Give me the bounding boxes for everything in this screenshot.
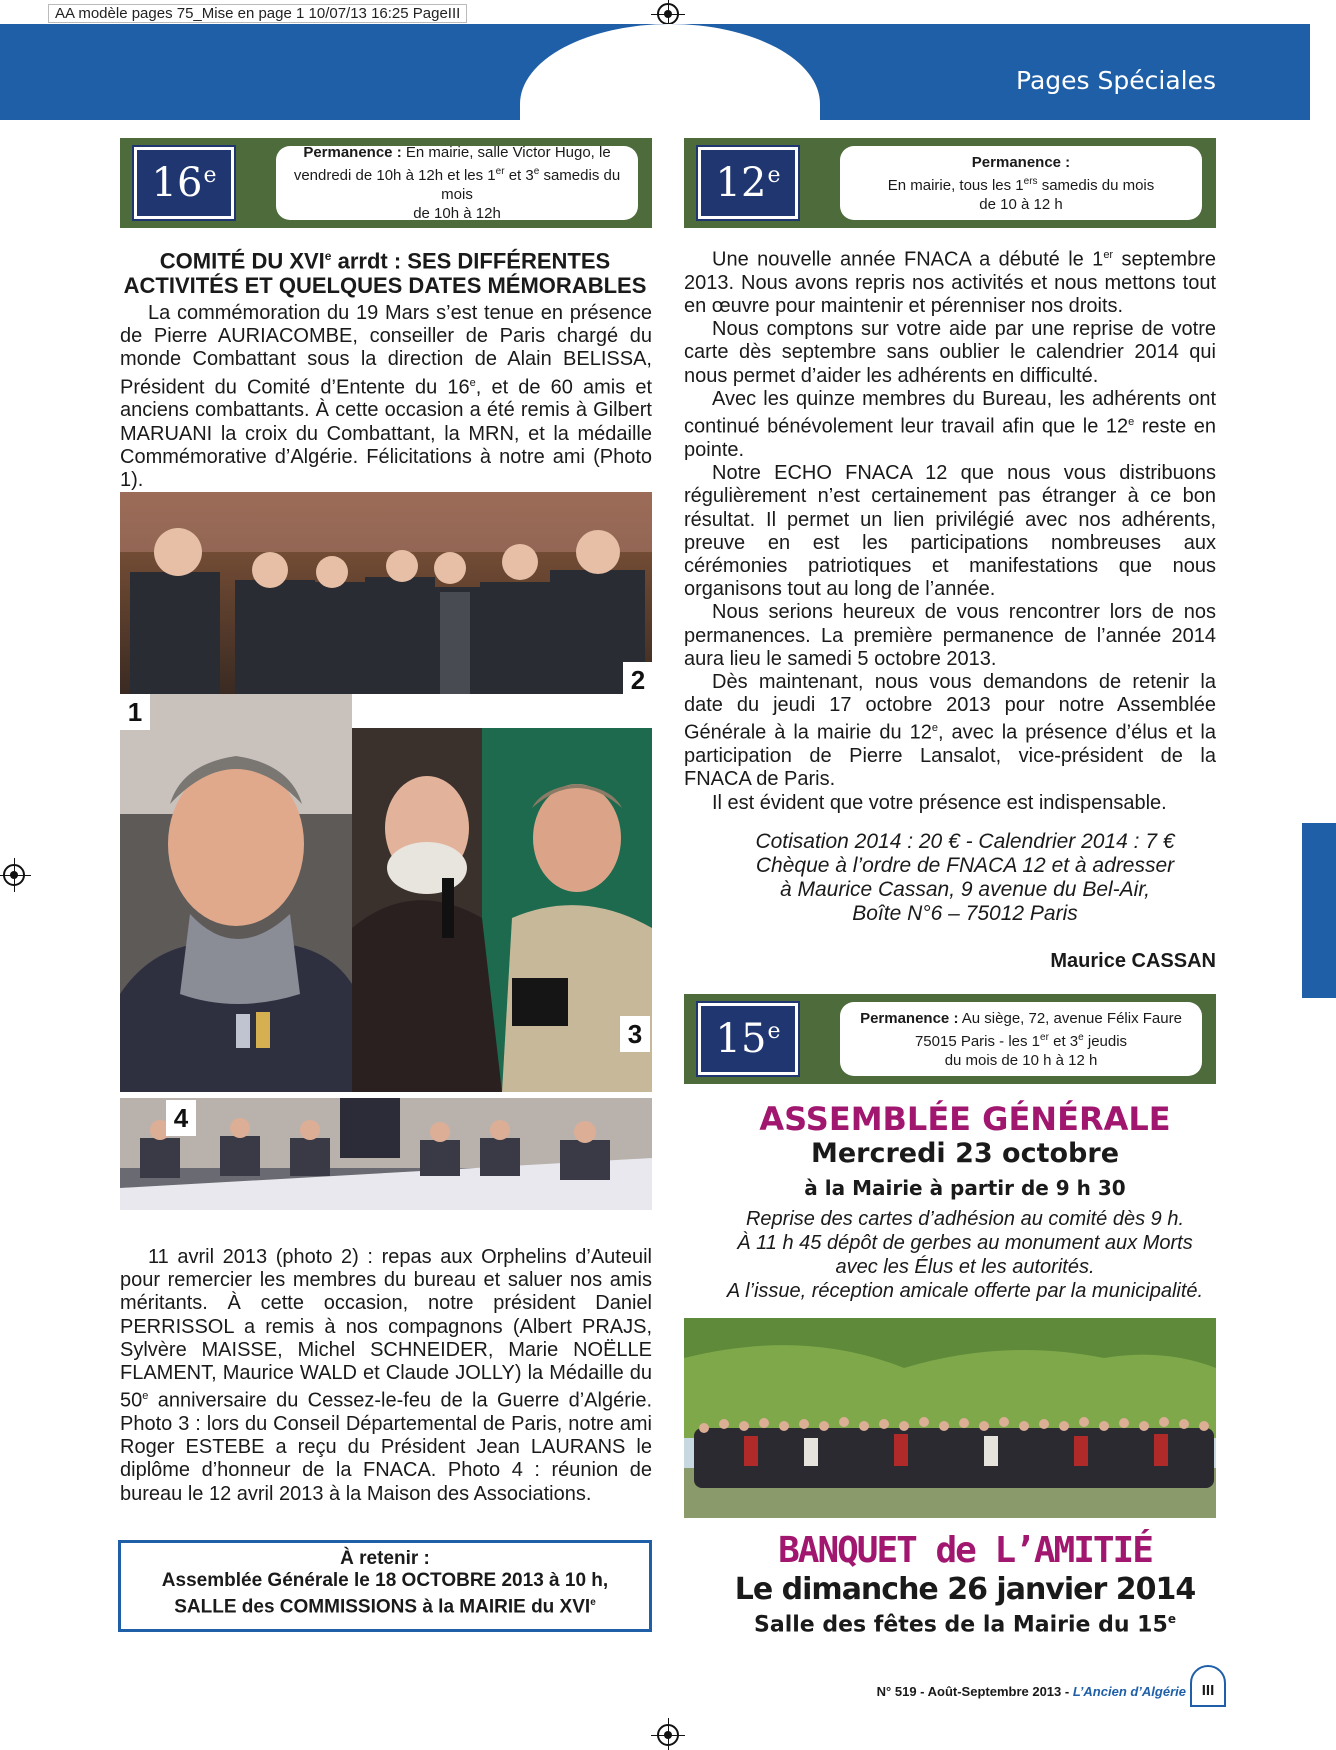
section-16-reminder-box: À retenir : Assemblée Générale le 18 OCTOBRE 2013 à 10 h, SALLE des COMMISSIONS à la MAIRIE du XVIe (118, 1540, 652, 1632)
section-16-permanence: Permanence : En mairie, salle Victor Hugo, le vendredi de 10h à 12h et les 1er et 3e samedis du mois de 10h à 12h (276, 146, 638, 220)
section-12-paragraph: Une nouvelle année FNACA a débuté le 1er septembre 2013. Nous avons repris nos activités et nous mettons tout en œuvre pour maintenir et pérenniser nos droits. (684, 248, 1216, 318)
print-slug: AA modèle pages 75_Mise en page 1 10/07/13 16:25 PageIII (48, 4, 467, 23)
section-16-body: 11 avril 2013 (photo 2) : repas aux Orphelins d’Auteuil pour remercier les membres du bureau et saluer nos amis méritants. À cette occasion, notre président Daniel PERRISSOL a remis à nos compagnons (Albert PRAJS, Sylvère MAISSE, Michel SCHNEIDER, Marie NOËLLE FLAMENT, Maurice WALD et Claude JOLLY) la Médaille du 50e anniversaire du Cessez-le-feu de la Guerre d’Algérie. Photo 3 : lors du Conseil Départemental de Paris, notre ami Roger ESTEBE a reçu du Président Jean LAURANS le diplôme d’honneur de la FNACA. Photo 4 : réunion de bureau le 12 avril 2013 à la Maison des Associations. (120, 1246, 652, 1505)
photo-2-group (120, 492, 652, 694)
section-12-paragraph: Nous comptons sur votre aide par une reprise de votre carte dès septembre sans oublier le calendrier 2014 qui nous permet d’aider les adhérents en difficulté. (684, 318, 1216, 387)
banquet-title: BANQUET de L’AMITIÉ (778, 1530, 1152, 1571)
photo-3-diploma (352, 728, 652, 1092)
page-number: III (1190, 1665, 1226, 1707)
registration-mark-left (3, 864, 25, 886)
photo-4-meeting (120, 1098, 652, 1210)
photo-3-label: 3 (620, 1016, 650, 1052)
page-title: Pages Spéciales (1016, 66, 1216, 95)
section-16-number: 16 $^e$ (134, 147, 234, 219)
assembly-date: Mercredi 23 octobre (810, 1138, 1120, 1169)
section-12-author: Maurice CASSAN (1050, 950, 1216, 972)
section-16-header (120, 138, 652, 228)
section-12-body (684, 244, 1216, 815)
section-16-headline: COMITÉ DU XVIe arrdt : SES DIFFÉRENTES ACTIVITÉS ET QUELQUES DATES MÉMORABLES (123, 248, 647, 299)
banquet-place: Salle des fêtes de la Mairie du 15e (754, 1612, 1176, 1638)
photo-1-portrait (120, 694, 352, 1092)
registration-mark-top (657, 3, 679, 25)
assembly-place: à la Mairie à partir de 9 h 30 (804, 1176, 1126, 1200)
section-12-paragraph: Dès maintenant, nous vous demandons de retenir la date du jeudi 17 octobre 2013 pour notre Assemblée Générale à la mairie du 12e, avec la présence d’élus et la participation de Pierre Lansalot, vice-président de la FNACA de Paris. (684, 670, 1216, 791)
section-15-permanence: Permanence : Au siège, 72, avenue Félix Faure 75015 Paris - les 1er et 3e jeudis du mois de 10 h à 12 h (840, 1002, 1202, 1076)
section-12-number: 12 $^e$ (698, 147, 798, 219)
side-tab (1302, 823, 1336, 998)
assembly-description: Reprise des cartes d’adhésion au comité dès 9 h. À 11 h 45 dépôt de gerbes au monument aux Morts avec les Élus et les autorités. A l’issue, réception amicale offerte par la municipalité. (726, 1208, 1204, 1302)
photo-1-label: 1 (120, 694, 150, 730)
assembly-title: ASSEMBLÉE GÉNÉRALE (759, 1100, 1171, 1138)
photo-4-label: 4 (166, 1100, 196, 1136)
section-15-header (684, 994, 1216, 1084)
section-12-paragraph: Nous serions heureux de vous rencontrer lors de nos permanences. La première permanence de l’année 2014 aura lieu le samedi 5 octobre 2013. (684, 601, 1216, 670)
section-16-intro: La commémoration du 19 Mars s’est tenue en présence de Pierre AURIACOMBE, conseiller de Paris chargé du monde Combattant sous la direction de Alain BELISSA, Président du Comité d’Entente du 16e, et de 60 amis et anciens combattants. À cette occasion a été remis à Gilbert MARUANI la croix du Combattant, la MRN, et la médaille Commémorative d’Algérie. Félicitations à notre ami (Photo 1). (120, 302, 653, 492)
footer-issue: N° 519 - Août-Septembre 2013 - L’Ancien d’Algérie (876, 1684, 1186, 1699)
section-12-paragraph: Avec les quinze membres du Bureau, les adhérents ont continué bénévolement leur travail afin que le 12e reste en pointe. (684, 387, 1216, 461)
photo-group-outdoors (684, 1318, 1216, 1518)
banquet-date: Le dimanche 26 janvier 2014 (734, 1572, 1196, 1607)
footer-magazine: L’Ancien d’Algérie (1072, 1684, 1186, 1699)
section-12-permanence: Permanence : En mairie, tous les 1ers samedis du mois de 10 à 12 h (840, 146, 1202, 220)
registration-mark-bottom (657, 1724, 679, 1746)
section-12-paragraph: Il est évident que votre présence est indispensable. (712, 791, 1167, 814)
section-12-header (684, 138, 1216, 228)
photo-2-label: 2 (623, 662, 653, 698)
section-12-cotisation: Cotisation 2014 : 20 € - Calendrier 2014 : 7 € Chèque à l’ordre de FNACA 12 et à adresser à Maurice Cassan, 9 avenue du Bel-Air, Boîte N°6 – 75012 Paris (755, 830, 1175, 925)
section-15-number: 15 $^e$ (698, 1003, 798, 1075)
section-12-paragraph: Notre ECHO FNACA 12 que nous vous distribuons régulièrement n’est certainement pas étranger à ce bon résultat. Il permet un lien privilégié avec nos adhérents, preuve en est les participations nombreuses aux cérémonies patriotiques et manifestations que nous organisons tout au long de l’année. (684, 462, 1216, 601)
